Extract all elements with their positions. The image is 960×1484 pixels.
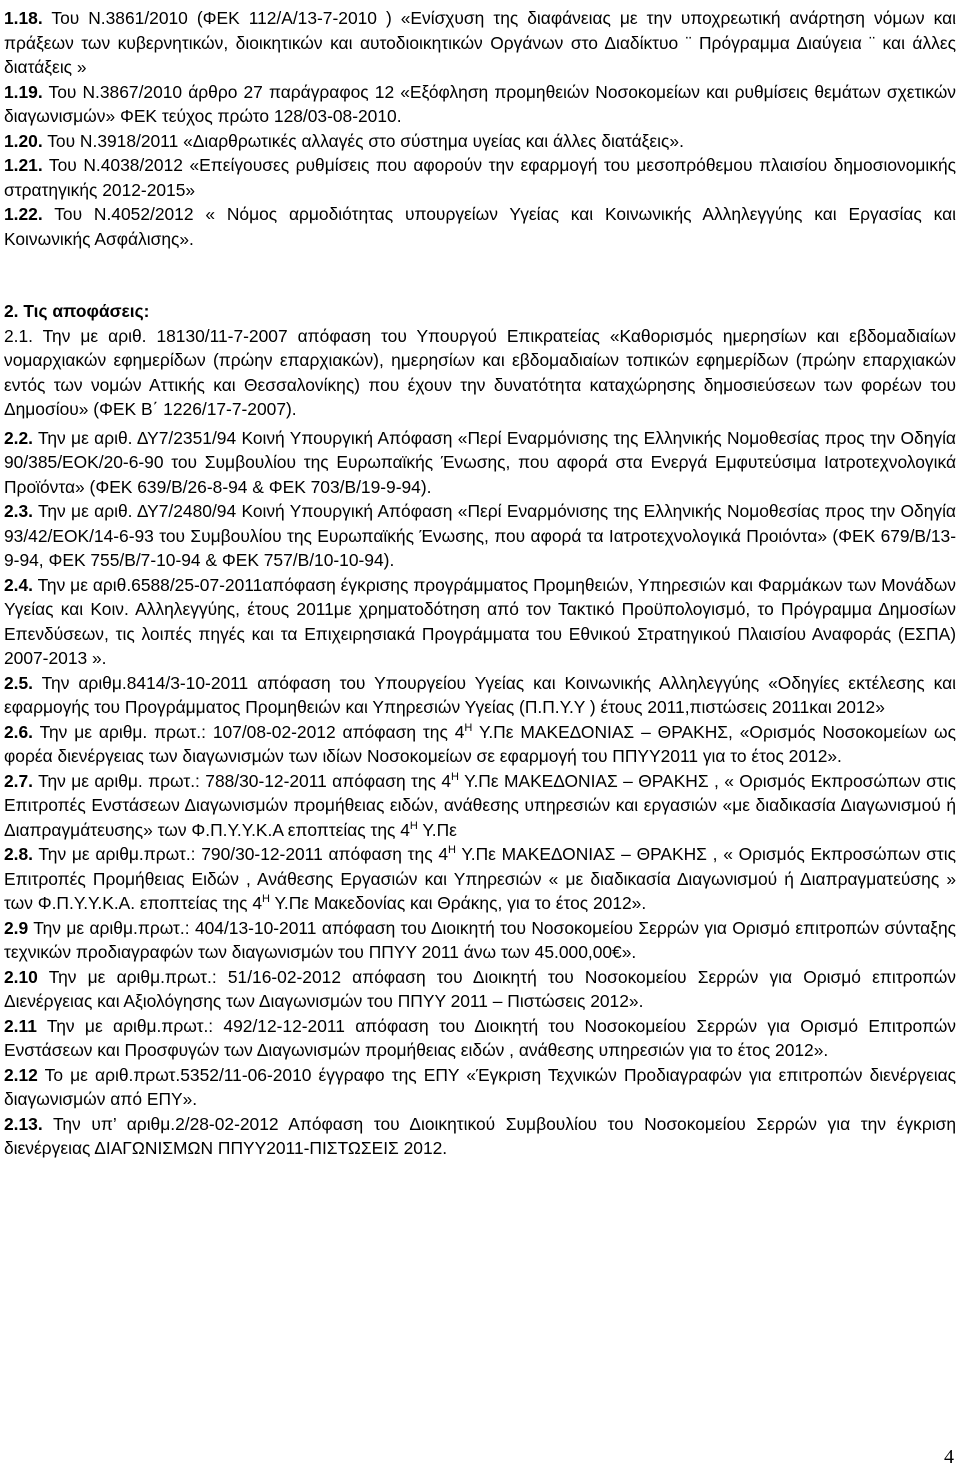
- decision-text: Την με αριθμ.πρωτ.: 404/13-10-2011 απόφαση του Διοικητή του Νοσοκομείου Σερρών για Ορισμό επιτροπών σύνταξης τεχνικών προδιαγραφών των διαγωνισμών του ΠΠΥΥ 2011 άνω των 45.000,00€».: [4, 917, 956, 962]
- decision-text: Την με αριθμ. πρωτ.: 788/30-12-2011 απόφαση της 4: [33, 770, 452, 791]
- decision-number: 2.7.: [4, 770, 34, 791]
- law-number: 1.20.: [4, 130, 43, 151]
- decision-text: Υ.Πε ΜΑΚΕΔΟΝΙΑΣ – ΘΡΑΚΗΣ, «Ορισμός Νοσοκομείων ως φορέα διενέργειας των διαγωνισμών των ιδίων Νοσοκομείων σε εφαρμογή του ΠΠΥΥ2011 για το έτος 2012».: [4, 721, 956, 766]
- decision-item-2-13: [4, 1112, 956, 1161]
- decision-number: 2.1.: [4, 325, 34, 346]
- law-item-1-22: [4, 202, 956, 251]
- decision-text: Την με αριθμ.πρωτ.: 492/12-12-2011 απόφαση του Διοικητή του Νοσοκομείου Σερρών για Ορισμό Επιτροπών Ενστάσεων και Προσφυγών των Διαγωνισμών προμήθειας ειδών , ανάθεσης υπηρεσιών για το έτος 2012».: [4, 1015, 956, 1060]
- decision-item-2-6: [4, 720, 956, 769]
- decision-item-2-2: [4, 426, 956, 500]
- superscript: Η: [464, 721, 473, 734]
- law-text: Του Ν.3918/2011 «Διαρθρωτικές αλλαγές στο σύστημα υγείας και άλλες διατάξεις».: [42, 130, 684, 151]
- decision-text: Την με αριθ. 18130/11-7-2007 απόφαση του Υπουργού Επικρατείας «Καθορισμός ημερησίων και εβδομαδιαίων νομαρχιακών εφημερίδων (πρώην επαρχιακών), ημερησίων και εβδομαδιαίων τοπικών εφημερίδων (πρώην επαρχιακών εντός των νομών Αττικής και Θεσσαλονίκης) που έχουν την δυνατότητα καταχώρησης δημοσιεύσεων των φορέων του Δημοσίου» (ΦΕΚ Β΄ 1226/17-7-2007).: [4, 325, 956, 419]
- decision-number: 2.2.: [4, 427, 34, 448]
- law-number: 1.22.: [4, 204, 43, 224]
- decision-text: Την αριθμ.8414/3-10-2011 απόφαση του Υπουργείου Υγείας και Κοινωνικής Αλληλεγγύης «Οδηγίες εκτέλεσης και εφαρμογής του Προγράμματος Προμηθειών και Υπηρεσιών Υγείας (Π.Π.Υ.Υ ) έτους 2011,πιστώσεις 2011και 2012»: [4, 672, 956, 717]
- decision-item-2-12: [4, 1063, 956, 1112]
- decision-item-2-1: [4, 324, 956, 422]
- decision-text: Την με αριθμ.πρωτ.: 51/16-02-2012 απόφαση του Διοικητή του Νοσοκομείου Σερρών για Ορισμό επιτροπών Διενέργειας και Αξιολόγησης των Διαγωνισμών του ΠΠΥΥ 2011 – Πιστώσεις 2012».: [4, 966, 956, 1011]
- law-text: Του Ν.4038/2012 «Επείγουσες ρυθμίσεις που αφορούν την εφαρμογή του μεσοπρόθεμου πλαισίου δημοσιονομικής στρατηγικής 2012-2015»: [4, 155, 956, 200]
- law-number: 1.21.: [4, 155, 43, 175]
- decision-number: 2.13.: [4, 1113, 43, 1134]
- superscript: Η: [451, 770, 459, 783]
- document-page: [4, 6, 956, 1161]
- decision-item-2-10: [4, 965, 956, 1014]
- decision-number: 2.11: [4, 1015, 37, 1036]
- decision-number: 2.9: [4, 917, 29, 938]
- decision-item-2-11: [4, 1014, 956, 1063]
- section-gap: [4, 251, 956, 299]
- superscript: Η: [409, 819, 418, 832]
- decision-number: 2.10: [4, 966, 38, 987]
- decision-text: Υ.Πε Μακεδονίας και Θράκης, για το έτος 2012».: [270, 893, 647, 913]
- decision-text: Το με αριθ.πρωτ.5352/11-06-2010 έγγραφο της ΕΠΥ «Έγκριση Τεχνικών Προδιαγραφών για επιτροπών διενέργειας διαγωνισμών από ΕΠΥ».: [4, 1064, 956, 1109]
- decision-item-2-5: [4, 671, 956, 720]
- decision-number: 2.5.: [4, 672, 34, 693]
- law-item-1-19: [4, 80, 956, 129]
- law-item-1-18: [4, 6, 956, 80]
- decisions-heading: 2. Τις αποφάσεις:: [4, 301, 150, 321]
- decision-text: Την με αριθμ.πρωτ.: 790/30-12-2011 απόφαση της 4: [33, 844, 448, 864]
- law-text: Του Ν.3867/2010 άρθρο 27 παράγραφος 12 «Εξόφληση προμηθειών Νοσοκομείων και ρυθμίσεις θεμάτων σχετικών διαγωνισμών» ΦΕΚ τεύχος πρώτο 128/03-08-2010.: [4, 81, 956, 126]
- superscript: Η: [262, 893, 270, 905]
- decision-number: 2.6.: [4, 721, 34, 742]
- decision-text: Την υπ’ αριθμ.2/28-02-2012 Απόφαση του Διοικητικού Συμβουλίου του Νοσοκομείου Σερρών για την έγκριση διενέργειας ΔΙΑΓΩΝΙΣΜΩΝ ΠΠΥΥ2011-ΠΙΣΤΩΣΕΙΣ 2012.: [4, 1113, 956, 1158]
- decision-text: Την με αριθ.6588/25-07-2011απόφαση έγκρισης προγράμματος Προμηθειών, Υπηρεσιών και Φαρμάκων των Μονάδων Υγείας και Κοιν. Αλληλεγγύης, έτους 2011με χρηματοδότηση από τον Τακτικό Προϋπολογισμό, το Πρόγραμμα Δημοσίων Επενδύσεων, τις λοιπές πηγές και τα Επιχειρησιακά Προγράμματα του Εθνικού Στρατηγικού Πλαισίου Αναφοράς (ΕΣΠΑ) 2007-2013 ».: [4, 574, 956, 668]
- decision-number: 2.8.: [4, 844, 34, 864]
- decision-text: Υ.Πε: [417, 819, 457, 840]
- decision-item-2-7: [4, 769, 956, 843]
- law-number: 1.19.: [4, 81, 43, 102]
- law-text: Του Ν.3861/2010 (ΦΕΚ 112/Α/13-7-2010 ) «Ενίσχυση της διαφάνειας με την υποχρεωτική ανάρτηση νόμων και πράξεων των κυβερνητικών, διοικητικών και αυτοδιοικητικών Οργάνων στο Διαδίκτυο ¨ Πρόγραμμα Διαύγεια ¨ και άλλες διατάξεις »: [4, 8, 956, 77]
- law-item-1-20: [4, 129, 956, 154]
- decision-item-2-3: [4, 499, 956, 573]
- decision-text: Την με αριθ. ΔΥ7/2480/94 Κοινή Υπουργική Απόφαση «Περί Εναρμόνισης της Ελληνικής Νομοθεσίας προς την Οδηγία 93/42/ΕΟΚ/14-6-93 του Συμβουλίου της Ευρωπαϊκής Ένωσης, που αφορά τα Ιατροτεχνολογικά Προιόντα» (ΦΕΚ 679/Β/13-9-94, ΦΕΚ 755/Β/7-10-94 & ΦΕΚ 757/Β/10-10-94).: [4, 501, 956, 570]
- decision-text: Υ.Πε ΜΑΚΕΔΟΝΙΑΣ – ΘΡΑΚΗΣ , « Ορισμός Εκπροσώπων στις Επιτροπές Προμήθειας Ειδών , Ανάθεσης Εργασιών και Υπηρεσιών « με διαδικασία Διαγωνισμού ή Διαπραγματεύσης » των Φ.Π.Υ.Υ.Κ.Α. εποπτείας της 4: [4, 844, 956, 913]
- decision-item-2-8: [4, 842, 956, 916]
- law-text: Του Ν.4052/2012 « Νόμος αρμοδιότητας υπουργείων Υγείας και Κοινωνικής Αλληλεγγύης και Εργασίας και Κοινωνικής Ασφάλισης».: [4, 204, 956, 249]
- law-item-1-21: [4, 153, 956, 202]
- decision-text: Υ.Πε ΜΑΚΕΔΟΝΙΑΣ – ΘΡΑΚΗΣ , « Ορισμός Εκπροσώπων στις Επιτροπές Ενστάσεων Διαγωνισμών προμήθειας ειδών, ανάθεσης υπηρεσιών και εργασιών «με διαδικασία Διαγωνισμού ή Διαπραγμάτευσης» των Φ.Π.Υ.Υ.Κ.Α εποπτείας της 4: [4, 770, 956, 840]
- decision-number: 2.4.: [4, 574, 34, 595]
- superscript: Η: [448, 844, 456, 856]
- decision-item-2-4: [4, 573, 956, 671]
- page-number: 4: [944, 1446, 954, 1468]
- decision-text: Την με αριθμ. πρωτ.: 107/08-02-2012 απόφαση της 4: [33, 721, 465, 742]
- law-number: 1.18.: [4, 8, 43, 28]
- decision-text: Την με αριθ. ΔΥ7/2351/94 Κοινή Υπουργική Απόφαση «Περί Εναρμόνισης της Ελληνικής Νομοθεσίας προς την Οδηγία 90/385/ΕΟΚ/20-6-90 του Συμβουλίου της Ευρωπαϊκής Ένωσης, που αφορά στα Ενεργά Εμφυτεύσιμα Ιατροτεχνολογικά Προϊόντα» (ΦΕΚ 639/Β/26-8-94 & ΦΕΚ 703/Β/19-9-94).: [4, 427, 956, 497]
- decision-item-2-9: [4, 916, 956, 965]
- decision-number: 2.3.: [4, 501, 34, 521]
- decision-number: 2.12: [4, 1064, 38, 1085]
